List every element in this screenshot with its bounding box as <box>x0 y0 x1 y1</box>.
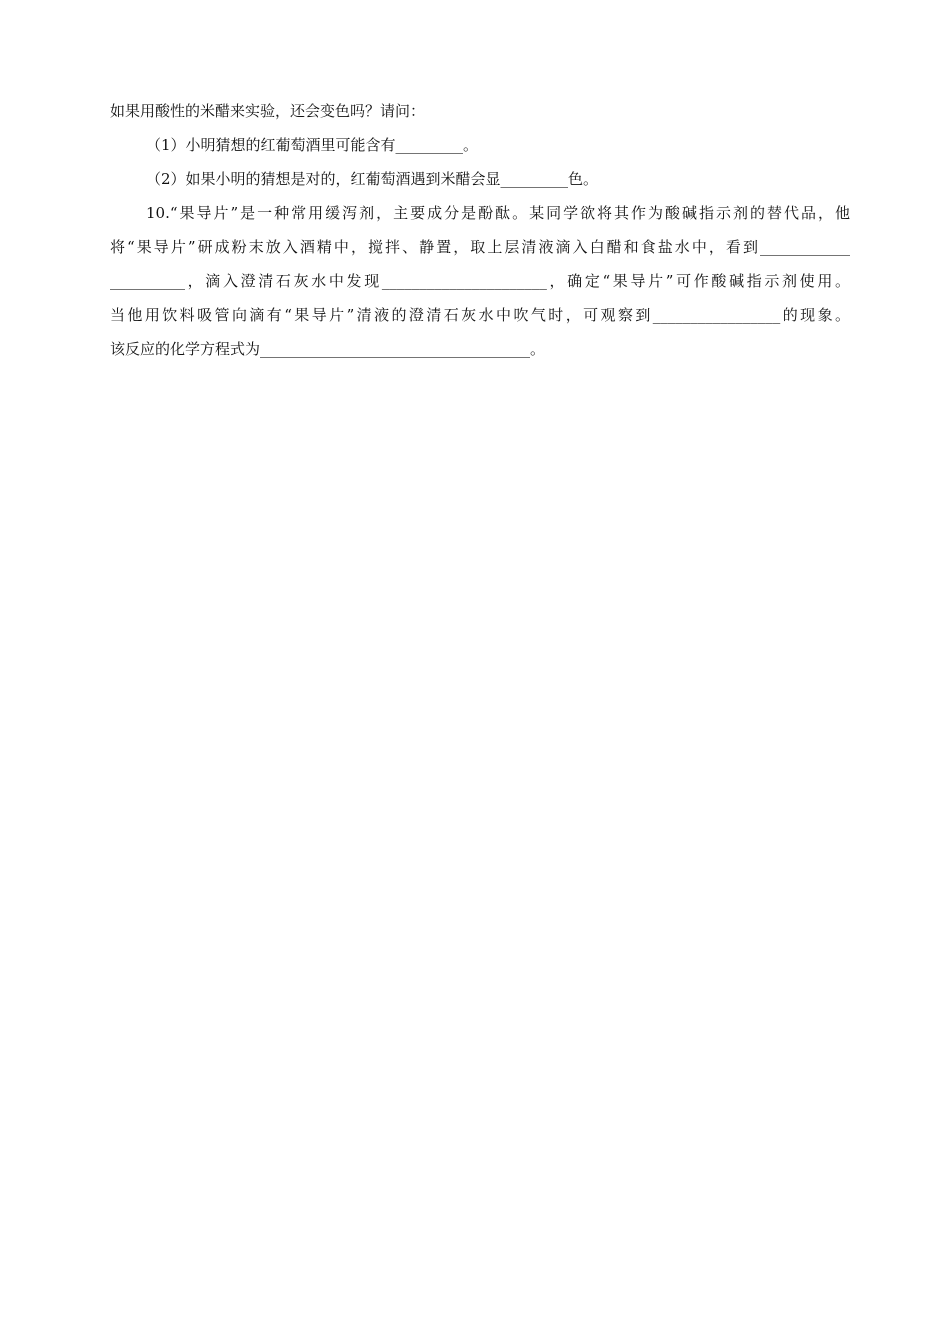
question-10-line-4: 当他用饮料吸管向滴有“果导片”清液的澄清石灰水中吹气时，可观察到_________________的现象。 <box>110 306 850 324</box>
question-10-line-1: 10.“果导片”是一种常用缓泻剂，主要成分是酚酞。某同学欲将其作为酸碱指示剂的替代品，他 <box>146 204 850 222</box>
question-9-sub-1: （1）小明猜想的红葡萄酒里可能含有_________。 <box>146 136 479 154</box>
intro-line: 如果用酸性的米醋来实验，还会变色吗？请问： <box>110 102 426 120</box>
question-9-sub-2: （2）如果小明的猜想是对的，红葡萄酒遇到米醋会显_________色。 <box>146 170 599 188</box>
question-10-line-2: 将“果导片”研成粉末放入酒精中，搅拌、静置，取上层清液滴入白醋和食盐水中，看到____________ <box>110 238 850 256</box>
question-text-block <box>110 98 850 370</box>
question-10-line-3: __________，滴入澄清石灰水中发现______________________，确定“果导片”可作酸碱指示剂使用。 <box>110 272 850 290</box>
question-10-line-5: 该反应的化学方程式为____________________________________。 <box>110 340 546 358</box>
